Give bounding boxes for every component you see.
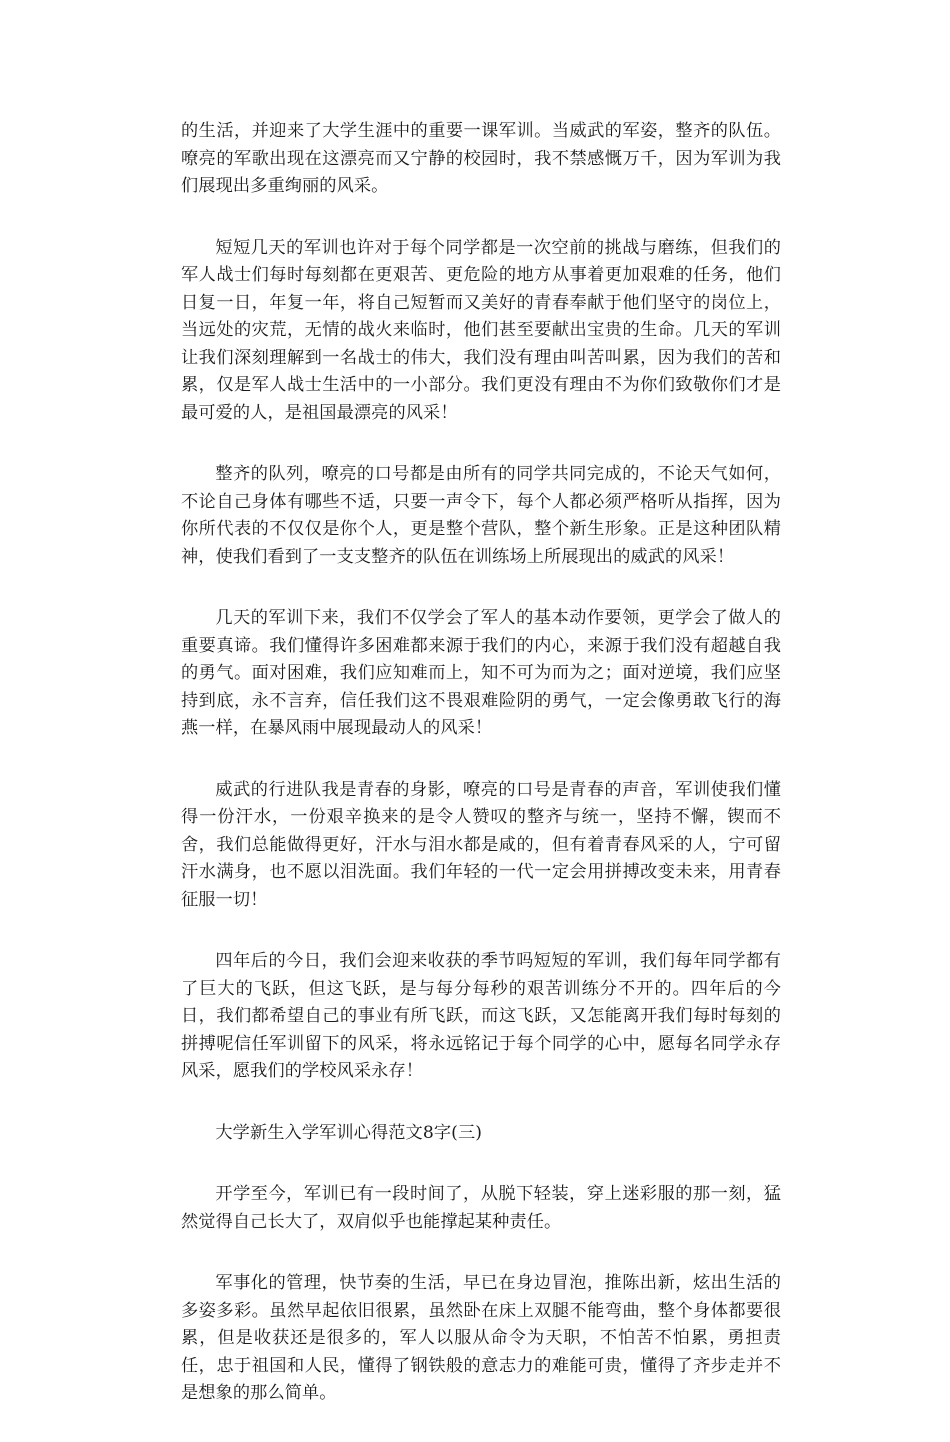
paragraph: 开学至今，军训已有一段时间了，从脱下轻装，穿上迷彩服的那一刻，猛然觉得自己长大了，双肩似乎也能撑起某种责任。	[181, 1184, 781, 1232]
paragraph: 短短几天的军训也许对于每个同学都是一次空前的挑战与磨练，但我们的军人战士们每时每刻都在更艰苦、更危险的地方从事着更加艰难的任务，他们日复一日，年复一年，将自己短暂而又美好的青春奉献于他们坚守的岗位上，当远处的灾荒，无情的战火来临时，他们甚至要献出宝贵的生命。几天的军训让我们深刻理解到一名战士的伟大，我们没有理由叫苦叫累，因为我们的苦和累，仅是军人战士生活中的一小部分。我们更没有理由不为你们致敬你们才是最可爱的人，是祖国最漂亮的风采！	[181, 237, 781, 423]
document-body	[181, 118, 781, 1442]
section-heading: 大学新生入学军训心得范文8字(三)	[215, 1122, 483, 1143]
paragraph: 威武的行进队我是青春的身影，嘹亮的口号是青春的声音，军训使我们懂得一份汗水，一份艰辛换来的是令人赞叹的整齐与统一，坚持不懈，锲而不舍，我们总能做得更好，汗水与泪水都是咸的，但有着青春风采的人，宁可留汗水满身，也不愿以泪洗面。我们年轻的一代一定会用拼搏改变未来，用青春征服一切！	[181, 779, 781, 910]
paragraph: 几天的军训下来，我们不仅学会了军人的基本动作要领，更学会了做人的重要真谛。我们懂得许多困难都来源于我们的内心，来源于我们没有超越自我的勇气。面对困难，我们应知难而上，知不可为而为之；面对逆境，我们应坚持到底，永不言弃，信任我们这不畏艰难险阴的勇气，一定会像勇敢飞行的海燕一样，在暴风雨中展现最动人的风采！	[181, 608, 781, 738]
paragraph: 军事化的管理，快节奏的生活，早已在身边冒泡，推陈出新，炫出生活的多姿多彩。虽然早起依旧很累，虽然卧在床上双腿不能弯曲，整个身体都要很累，但是收获还是很多的，军人以服从命令为天职，不怕苦不怕累，勇担责任，忠于祖国和人民，懂得了钢铁般的意志力的难能可贵，懂得了齐步走并不是想象的那么简单。	[181, 1273, 781, 1403]
paragraph: 四年后的今日，我们会迎来收获的季节吗短短的军训，我们每年同学都有了巨大的飞跃，但这飞跃，是与每分每秒的艰苦训练分不开的。四年后的今日，我们都希望自己的事业有所飞跃，而这飞跃，又怎能离开我们每时每刻的拼搏呢信任军训留下的风采，将永远铭记于每个同学的心中，愿每名同学永存风采，愿我们的学校风采永存！	[181, 951, 781, 1081]
paragraph: 整齐的队列，嘹亮的口号都是由所有的同学共同完成的，不论天气如何，不论自己身体有哪些不适，只要一声令下，每个人都必须严格听从指挥，因为你所代表的不仅仅是你个人，更是整个营队，整个新生形象。正是这种团队精神，使我们看到了一支支整齐的队伍在训练场上所展现出的威武的风采！	[181, 464, 781, 567]
paragraph-continuation: 的生活，并迎来了大学生涯中的重要一课军训。当威武的军姿，整齐的队伍。嘹亮的军歌出现在这漂亮而又宁静的校园时，我不禁感慨万千，因为军训为我们展现出多重绚丽的风采。	[181, 121, 781, 196]
